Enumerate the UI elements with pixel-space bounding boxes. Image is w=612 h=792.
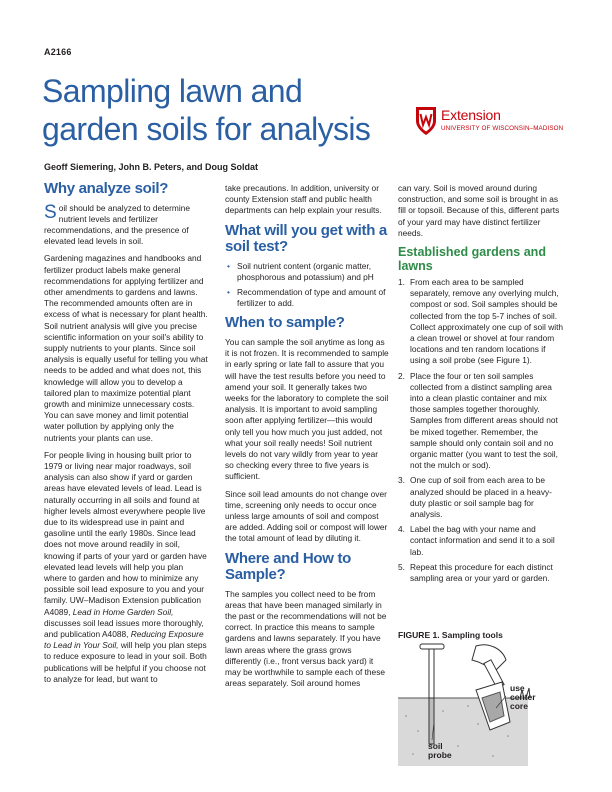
soil-probe-label bbox=[428, 742, 452, 760]
bullet-icon: • bbox=[227, 260, 230, 271]
paragraph-lead bbox=[44, 450, 208, 685]
heading-established-gardens: Established gardens and lawns bbox=[398, 245, 546, 274]
uw-crest-icon bbox=[415, 106, 437, 136]
results-list bbox=[225, 261, 389, 310]
continued-paragraph: can vary. Soil is moved around during construction, and some soil is brought in as fill or topsoil. Because of this, different parts of your yard may have distinct fertilizer needs. bbox=[398, 183, 560, 238]
step-number: 3. bbox=[398, 475, 405, 486]
drop-cap: S bbox=[44, 201, 57, 223]
paragraph: You can sample the soil anytime as long as it is not frozen. It is recommended to sample in early spring or late fall to assure that you will have the test results before you need to amend your soil. It generally takes two weeks for the laboratory to complete the soil analysis. It is important to avoid sampling soon after applying fertilizer—this would only tell you how much you just added, not what your soil really needs! Soil nutrient levels do not vary wildly from year to year so checking every three to five years is sufficient. bbox=[225, 336, 389, 482]
label-line: soil bbox=[428, 741, 443, 751]
list-item bbox=[225, 261, 389, 283]
continued-paragraph: take precautions. In addition, university or county Extension staff and public health departments can help explain your results. bbox=[225, 183, 382, 216]
intro-text: oil should be analyzed to determine nutrient levels and fertilizer recommendations, and the presence of elevated lead levels in soil. bbox=[44, 202, 190, 247]
paragraph: Gardening magazines and handbooks and fertilizer product labels make general recommendations for applying fertilizer and other amendments to gardens and lawns. The recommended amounts often are in excess of what is necessary for plant health. Soil nutrient analysis will give you precise scientific information on your soil's ability to supply nutrients to your plants. Since soil analysis is equally useful for telling you what needs to be added and what does not, this knowledge will allow you to develop a tailored plan to maximize potential plant growth and minimize unnecessary costs. You can save money and limit potential water pollution by applying only the nutrients your plants can use. bbox=[44, 253, 208, 443]
step-number: 4. bbox=[398, 524, 405, 535]
column-1 bbox=[44, 181, 208, 691]
label-line: center bbox=[510, 692, 536, 702]
authors-line: Geoff Siemering, John B. Peters, and Doug Soldat bbox=[44, 162, 259, 172]
text-run: For people living in housing built prior to 1979 or living near major roadways, soil analysis can also show if yard or garden areas have elevated levels of lead. Lead is naturally occurring in all soils and found at higher levels almost everywhere people live due to its widespread use in paint and gasoline until the early 1980s. Since lead does not move around readily in soil, knowing if parts of your yard or garden have elevated lead levels will help you plan where to garden and how to minimize any possible soil lead exposure to you and your family. UW–Madison Extension publication A4089, bbox=[44, 449, 207, 617]
step-number: 5. bbox=[398, 561, 405, 572]
label-line: use bbox=[510, 683, 525, 693]
step-number: 2. bbox=[398, 370, 405, 381]
heading-what-you-get: What will you get with a soil test? bbox=[225, 221, 387, 256]
sampling-tools-illustration bbox=[398, 636, 568, 766]
step-text: Repeat this procedure for each distinct sampling area or your yard or garden. bbox=[410, 561, 553, 584]
heading-when-to-sample: When to sample? bbox=[225, 314, 345, 332]
step-item bbox=[398, 524, 564, 558]
title-line-1: Sampling lawn and bbox=[42, 73, 303, 109]
list-item-text: Recommendation of type and amount of fertilizer to add. bbox=[237, 287, 386, 309]
figure-caption: FIGURE 1. Sampling tools bbox=[398, 630, 503, 640]
step-item bbox=[398, 562, 564, 584]
text-run: will help you plan steps to reduce exposure to lead in your soil. Both publications will be helpful if you choose not to analyze for lead, but want to bbox=[44, 640, 207, 684]
publication-number: A2166 bbox=[44, 47, 72, 57]
step-item bbox=[398, 371, 564, 472]
center-core-label bbox=[510, 684, 536, 711]
list-item-text: Soil nutrient content (organic matter, phosphorous and potassium) and pH bbox=[237, 260, 374, 282]
heading-why-analyze: Why analyze soil? bbox=[44, 180, 169, 197]
step-item bbox=[398, 475, 564, 520]
step-text: Label the bag with your name and contact information and send it to a soil lab. bbox=[410, 524, 555, 557]
step-text: One cup of soil from each area to be analyzed should be placed in a heavy-duty plastic or soil sample bag for analysis. bbox=[410, 475, 552, 520]
intro-paragraph bbox=[44, 203, 208, 248]
heading-where-how: Where and How to Sample? bbox=[225, 549, 352, 584]
publication-title: Reducing Exposure to Lead in Your Soil, bbox=[44, 629, 204, 651]
sampling-tools-figure bbox=[398, 636, 568, 766]
extension-wordmark: Extension bbox=[441, 107, 501, 123]
paragraph: Since soil lead amounts do not change over time, screening only needs to occur once unless large amounts of soil and compost are added. Adding soil or compost will lower the total amount of lead by diluting it. bbox=[225, 488, 388, 544]
step-number: 1. bbox=[398, 277, 405, 288]
title-line-2: garden soils for analysis bbox=[42, 111, 371, 147]
step-item bbox=[398, 277, 564, 367]
list-item bbox=[225, 287, 389, 309]
university-name: UNIVERSITY OF WISCONSIN–MADISON bbox=[441, 125, 564, 132]
step-text: From each area to be sampled separately, remove any overlying mulch, compost or sod. Soil samples should be collected from the top 5-7 inches of soil. Collect approximately one cup of soil with a clean trowel or shovel at four random locations and ten random locations if using a soil probe (see Figure 1). bbox=[410, 277, 564, 366]
column-2 bbox=[225, 183, 389, 695]
text-run: discusses soil lead issues more thoroughly, and publication A4088, bbox=[44, 617, 204, 640]
extension-logo bbox=[415, 103, 585, 145]
label-line: core bbox=[510, 701, 528, 711]
paragraph: The samples you collect need to be from areas that have been managed similarly in the past or the recommendations will not be correct. In practice this means to sample gardens and lawns separately. If you have lawn areas where the grass grows differently (i.e., front versus back yard) it may be worthwhile to sample each of these areas separately. Soil around homes bbox=[225, 588, 387, 689]
step-text: Place the four or ten soil samples collected from a distinct sampling area into a clean plastic container and mix those samples together thoroughly. Samples from different areas should not be mixed together. Remember, the sample should only contain soil and no organic matter (you want to test the soil, not the mulch or sod). bbox=[410, 370, 558, 471]
page-title bbox=[42, 72, 402, 148]
bullet-icon: • bbox=[227, 287, 230, 298]
column-3 bbox=[398, 183, 564, 590]
label-line: probe bbox=[428, 750, 452, 760]
publication-title: Lead in Home Garden Soil, bbox=[72, 606, 174, 617]
steps-list bbox=[398, 277, 564, 584]
